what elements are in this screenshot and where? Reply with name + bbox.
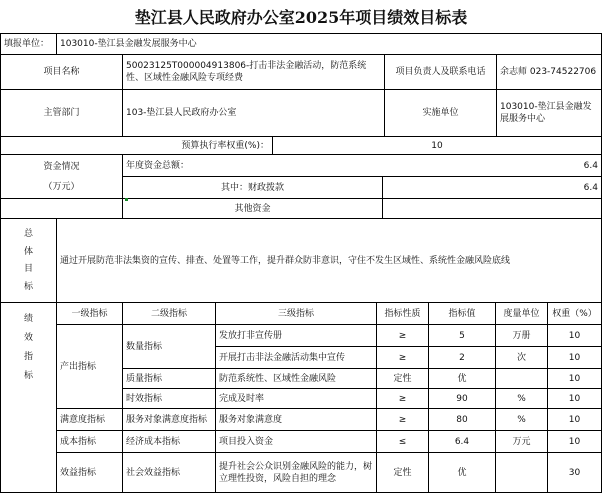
cell-marker [125, 198, 128, 201]
perf-char: 效 [23, 332, 33, 343]
indicator-nature: ≥ [377, 347, 429, 369]
unit-value: 103010-垫江县金融发展服务中心 [57, 33, 602, 55]
level2-timeliness: 时效指标 [123, 389, 216, 409]
funds-fiscal-value: 6.4 [383, 177, 602, 199]
funds-blank [0, 199, 123, 219]
perf-side-label [0, 303, 57, 391]
goal-char: 标 [23, 282, 33, 293]
dept-label: 主管部门 [0, 90, 123, 137]
perf-header-unit: 度量单位 [496, 303, 548, 325]
indicator-name: 开展打击非法金融活动集中宣传 [216, 347, 377, 369]
indicator-name: 完成及时率 [216, 389, 377, 409]
perf-side-blank [0, 391, 57, 493]
indicator-unit: % [496, 389, 548, 409]
goal-side-label [0, 219, 57, 303]
table-title: 垫江县人民政府办公室2025年项目绩效目标表 [134, 8, 468, 27]
funds-total-value: 6.4 [583, 160, 598, 171]
indicator-weight: 10 [548, 347, 602, 369]
indicator-unit: % [496, 409, 548, 431]
owner-value: 余志师 023-74522706 [497, 55, 602, 90]
indicator-unit: 次 [496, 347, 548, 369]
indicator-value: 6.4 [429, 431, 496, 453]
indicator-weight: 10 [548, 369, 602, 389]
perf-header-level3: 三级指标 [216, 303, 377, 325]
impl-value: 103010-垫江县金融发展服务中心 [497, 90, 602, 137]
goal-char: 目 [23, 264, 33, 275]
level1-benefit: 效益指标 [57, 453, 123, 493]
indicator-name: 提升社会公众识别金融风险的能力，树立理性投资，风险自担的理念 [216, 453, 377, 493]
indicator-nature: ≥ [377, 409, 429, 431]
level2-social-benefit: 社会效益指标 [123, 453, 216, 493]
indicator-unit [496, 453, 548, 493]
funds-total-label: 年度资金总额： [126, 160, 190, 171]
indicator-name: 服务对象满意度 [216, 409, 377, 431]
perf-char: 绩 [23, 313, 33, 324]
perf-header-nature: 指标性质 [377, 303, 429, 325]
funds-label [0, 155, 123, 199]
unit-label: 填报单位： [0, 33, 57, 55]
level1-cost: 成本指标 [57, 431, 123, 453]
indicator-nature: 定性 [377, 453, 429, 493]
owner-label: 项目负责人及联系电话 [385, 55, 497, 90]
indicator-weight: 30 [548, 453, 602, 493]
indicator-name: 防范系统性、区域性金融风险 [216, 369, 377, 389]
dept-value: 103-垫江县人民政府办公室 [123, 90, 385, 137]
goal-char: 总 [23, 228, 33, 239]
budget-weight-label: 预算执行率权重(%)： [0, 137, 273, 155]
funds-other-label: 其他资金 [123, 199, 383, 219]
budget-weight-value: 10 [273, 137, 602, 155]
funds-other-value [383, 199, 602, 219]
project-name-label: 项目名称 [0, 55, 123, 90]
goal-char: 体 [23, 246, 33, 257]
impl-label: 实施单位 [385, 90, 497, 137]
indicator-name: 项目投入资金 [216, 431, 377, 453]
perf-header-weight: 权重（%） [548, 303, 602, 325]
level2-quantity: 数量指标 [123, 325, 216, 369]
indicator-nature: ≥ [377, 325, 429, 347]
indicator-value: 优 [429, 369, 496, 389]
indicator-unit: 万元 [496, 431, 548, 453]
goal-text: 通过开展防范非法集资的宣传、排查、处置等工作，提升群众防非意识，守住不发生区域性、系统性金融风险底线 [57, 219, 602, 303]
indicator-value: 5 [429, 325, 496, 347]
perf-header-level2: 二级指标 [123, 303, 216, 325]
indicator-nature: ≥ [377, 389, 429, 409]
indicator-value: 2 [429, 347, 496, 369]
indicator-unit [496, 369, 548, 389]
indicator-nature: 定性 [377, 369, 429, 389]
funds-label-top: 资金情况 [43, 161, 80, 172]
indicator-value: 优 [429, 453, 496, 493]
project-name-value: 50023125T000004913806-打击非法金融活动，防范系统性、区域性金融风险专项经费 [123, 55, 385, 90]
level2-service-satisfaction: 服务对象满意度指标 [123, 409, 216, 431]
indicator-weight: 10 [548, 431, 602, 453]
perf-char: 指 [23, 351, 33, 362]
indicator-unit: 万册 [496, 325, 548, 347]
level1-output: 产出指标 [57, 325, 123, 409]
indicator-weight: 10 [548, 389, 602, 409]
indicator-name: 发放打非宣传册 [216, 325, 377, 347]
indicator-value: 80 [429, 409, 496, 431]
perf-header-value: 指标值 [429, 303, 496, 325]
indicator-nature: ≤ [377, 431, 429, 453]
level2-quality: 质量指标 [123, 369, 216, 389]
indicator-weight: 10 [548, 325, 602, 347]
funds-fiscal-label: 其中：财政拨款 [123, 177, 383, 199]
level1-satisfaction: 满意度指标 [57, 409, 123, 431]
perf-char: 标 [23, 370, 33, 381]
level2-economic-cost: 经济成本指标 [123, 431, 216, 453]
perf-header-level1: 一级指标 [57, 303, 123, 325]
funds-label-bottom: （万元） [43, 181, 80, 192]
indicator-value: 90 [429, 389, 496, 409]
funds-total-row [123, 155, 602, 177]
indicator-weight: 10 [548, 409, 602, 431]
